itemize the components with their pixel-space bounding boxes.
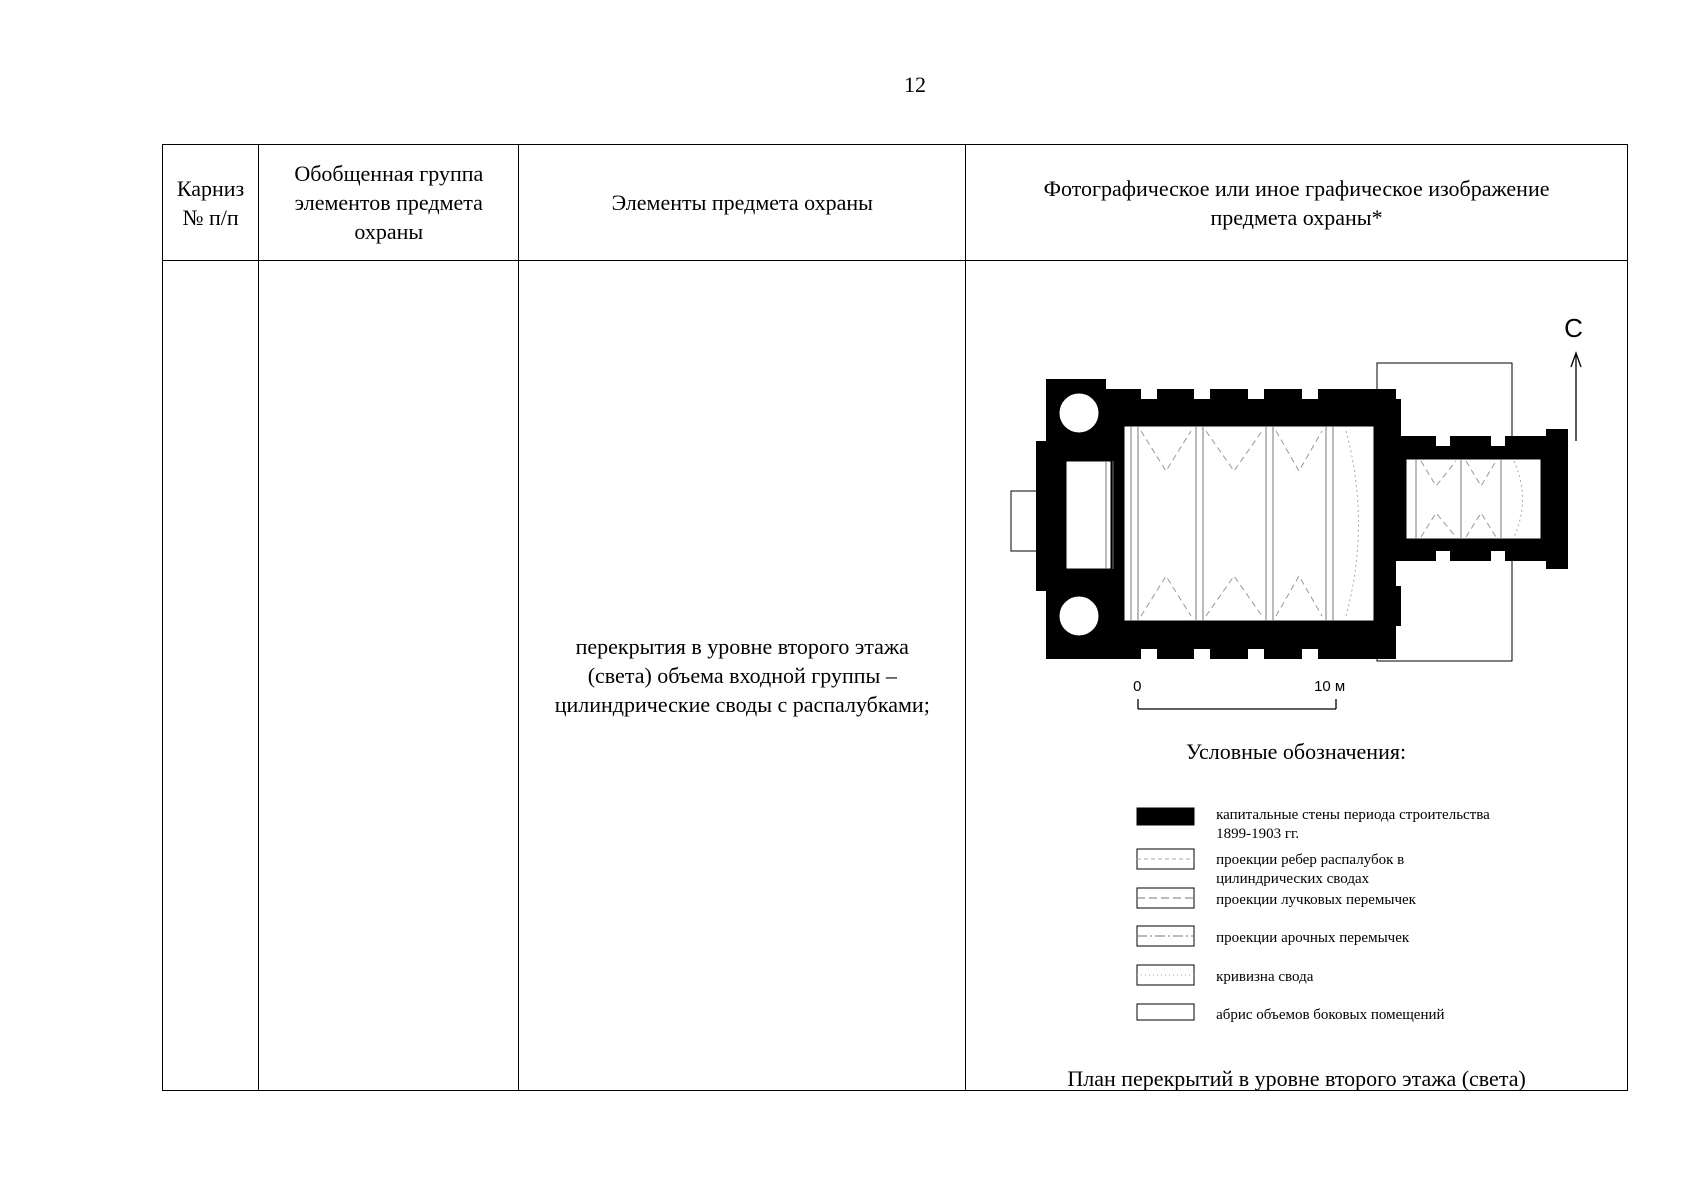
element-description: перекрытия в уровне второго этажа (света) объема входной группы – цилиндрические своды с распалубками; bbox=[554, 634, 930, 717]
cell-element bbox=[519, 261, 966, 1091]
cell-number bbox=[163, 261, 259, 1091]
cell-drawing bbox=[966, 261, 1628, 1091]
legend-symbols bbox=[1137, 808, 1194, 1020]
table-header-row bbox=[163, 145, 1628, 261]
north-label: С bbox=[1564, 313, 1583, 343]
scale-start: 0 bbox=[1133, 678, 1142, 695]
legend-item: кривизна свода bbox=[1216, 969, 1314, 985]
page-number: 12 bbox=[904, 72, 926, 97]
legend-item: проекции арочных перемычек bbox=[1216, 930, 1410, 946]
floor-plan-drawing bbox=[966, 261, 1627, 1091]
scale-end: 10 м bbox=[1314, 678, 1346, 695]
drawing-caption: План перекрытий в уровне второго этажа (света) bbox=[1067, 1066, 1526, 1091]
header-group: Обобщенная группа элементов предмета охраны bbox=[259, 145, 519, 261]
legend-item: капитальные стены периода строительства 1899-1903 гг. bbox=[1216, 807, 1490, 842]
narthex-space bbox=[1066, 461, 1111, 569]
scale-bar bbox=[1138, 699, 1336, 709]
table-row bbox=[163, 261, 1628, 1091]
apse-space bbox=[1406, 459, 1541, 539]
legend-item: абрис объемов боковых помещений bbox=[1216, 1007, 1445, 1023]
legend-item: проекции лучковых перемычек bbox=[1216, 892, 1416, 908]
header-number: Карниз № п/п bbox=[163, 145, 259, 261]
legend-item: проекции ребер распалубок в цилиндрических сводах bbox=[1216, 852, 1405, 887]
header-image: Фотографическое или иное графическое изображение предмета охраны* bbox=[966, 145, 1628, 261]
nave-space bbox=[1124, 426, 1374, 621]
north-arrow-icon bbox=[1571, 353, 1581, 441]
legend-title: Условные обозначения: bbox=[1186, 739, 1407, 764]
protection-table bbox=[162, 144, 1628, 1091]
spiral-stair bbox=[1059, 393, 1099, 433]
cell-group bbox=[259, 261, 519, 1091]
header-elements: Элементы предмета охраны bbox=[519, 145, 966, 261]
round-stair bbox=[1059, 596, 1099, 636]
